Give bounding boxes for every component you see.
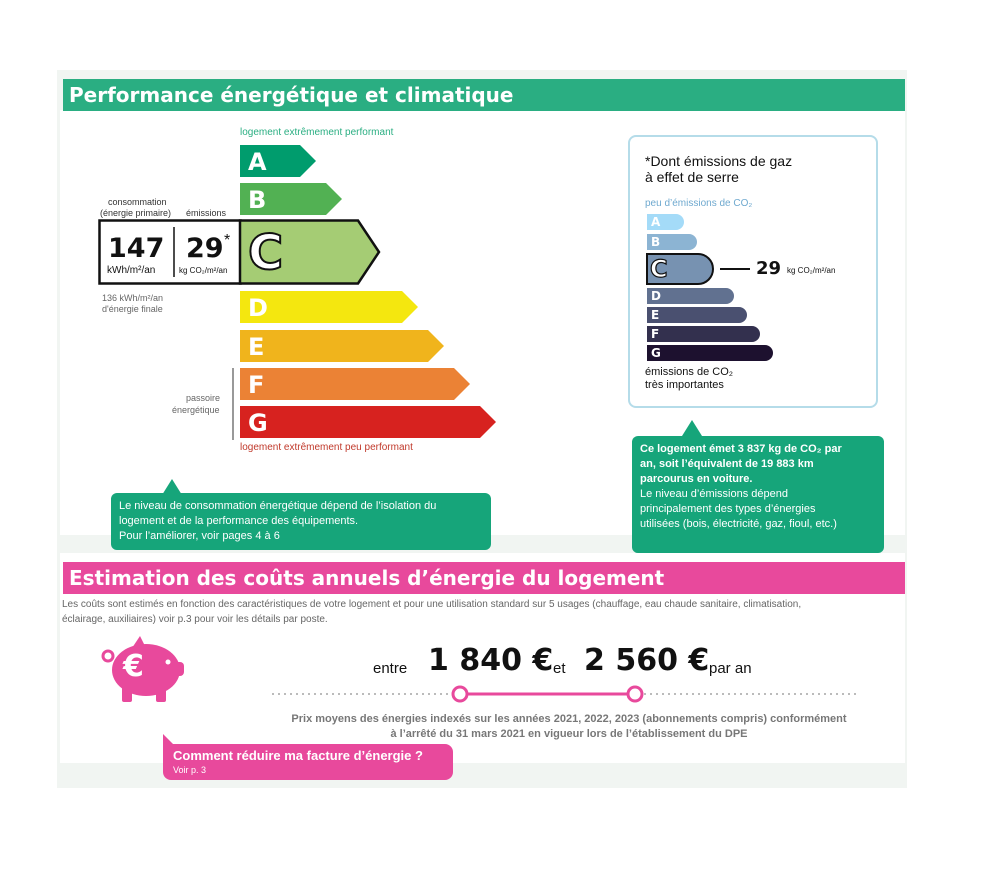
energy-letter-g: G bbox=[248, 409, 268, 437]
cost-high-value: 2 560 € bbox=[584, 643, 710, 678]
ges-bottom-line-1: émissions de CO₂ bbox=[645, 366, 734, 378]
ges-letter-d: D bbox=[651, 289, 661, 303]
consumption-value: 147 bbox=[108, 233, 165, 264]
ges-bar-g bbox=[647, 345, 773, 361]
cost-desc-line-2: éclairage, auxiliaires) voir p.3 pour voir les détails par poste. bbox=[62, 614, 328, 625]
energy-letter-b: B bbox=[248, 186, 267, 214]
cost-range-slider bbox=[270, 684, 862, 704]
ges-bubble-bold-2: an, soit l’équivalent de 19 883 km bbox=[640, 458, 814, 470]
energy-arrow-e bbox=[240, 330, 444, 362]
energy-info-bubble bbox=[111, 493, 491, 550]
energy-bubble-line-3: Pour l’améliorer, voir pages 4 à 6 bbox=[119, 530, 280, 542]
reduce-bill-bubble[interactable] bbox=[163, 744, 453, 780]
ges-bar-f bbox=[647, 326, 760, 342]
passoire-bracket bbox=[232, 368, 234, 440]
energy-letter-d: D bbox=[248, 294, 268, 322]
energy-bubble-line-2: logement et de la performance des équipements. bbox=[119, 515, 359, 527]
ges-info-bubble bbox=[632, 436, 884, 553]
ges-title-line-1: *Dont émissions de gaz bbox=[645, 153, 793, 169]
consumption-unit: kWh/m²/an bbox=[107, 265, 156, 276]
consumption-label-2: (énergie primaire) bbox=[100, 208, 172, 218]
ges-title-line-2: à effet de serre bbox=[645, 169, 739, 185]
cost-low-value: 1 840 € bbox=[428, 643, 554, 678]
ges-letter-b: B bbox=[651, 235, 661, 249]
cost-and-label: et bbox=[553, 660, 566, 677]
ges-bottom-label bbox=[645, 366, 733, 392]
cost-range-low-handle bbox=[453, 687, 467, 701]
ges-scale bbox=[646, 213, 776, 365]
energy-letter-c: C bbox=[248, 225, 284, 281]
ges-letter-c: C bbox=[650, 255, 668, 283]
ges-title bbox=[645, 153, 792, 185]
emissions-value: 29 bbox=[186, 233, 224, 264]
energy-letter-e: E bbox=[248, 333, 265, 361]
cost-per-year-label: par an bbox=[709, 660, 752, 677]
cost-section-title: Estimation des coûts annuels d’énergie du logement bbox=[63, 562, 905, 594]
energy-scale bbox=[238, 143, 503, 441]
passoire-label-2: énergétique bbox=[172, 405, 220, 415]
ges-value-connector bbox=[720, 268, 750, 270]
ges-letter-e: E bbox=[651, 308, 660, 322]
cost-range-high-handle bbox=[628, 687, 642, 701]
cost-between-label: entre bbox=[373, 660, 408, 677]
ges-top-label: peu d’émissions de CO₂ bbox=[645, 198, 753, 209]
cost-note-line-2: à l’arrêté du 31 mars 2021 en vigueur lors de l’établissement du DPE bbox=[390, 728, 748, 740]
ges-unit: kg CO₂/m²/an bbox=[787, 266, 836, 275]
ges-bar-e bbox=[647, 307, 747, 323]
ges-letter-f: F bbox=[651, 327, 660, 341]
piggy-euro-symbol: € bbox=[123, 649, 144, 684]
final-energy-value: 136 kWh/m²/an bbox=[102, 293, 164, 303]
reduce-bill-title: Comment réduire ma facture d’énergie ? bbox=[173, 748, 423, 763]
bottom-performance-label: logement extrêmement peu performant bbox=[240, 442, 413, 453]
ges-bottom-line-2: très importantes bbox=[645, 379, 724, 391]
ges-bubble-bold-1: Ce logement émet 3 837 kg de CO₂ par bbox=[640, 443, 842, 455]
energy-letter-a: A bbox=[248, 148, 267, 176]
ges-bubble-line-6: utilisées (bois, électricité, gaz, fioul, etc.) bbox=[640, 518, 837, 530]
ges-letter-g: G bbox=[651, 346, 661, 360]
cost-desc-line-1: Les coûts sont estimés en fonction des caractéristiques de votre logement et pour une utilisation standard sur 5 usages (chauffage, eau chaude sanitaire, climatisation, bbox=[62, 599, 802, 610]
cost-note-line-1: Prix moyens des énergies indexés sur les années 2021, 2022, 2023 (abonnements compris) conformément bbox=[291, 713, 847, 725]
energy-arrow-f bbox=[240, 368, 470, 400]
ges-value: 29 bbox=[756, 258, 782, 279]
emissions-unit: kg CO₂/m²/an bbox=[179, 266, 228, 275]
emissions-label: émissions bbox=[186, 208, 227, 218]
energy-section-title: Performance énergétique et climatique bbox=[63, 79, 905, 111]
passoire-label: passoire bbox=[186, 393, 221, 403]
energy-arrow-g bbox=[240, 406, 496, 438]
ges-bubble-pointer bbox=[682, 420, 702, 436]
cost-price-note bbox=[254, 712, 884, 742]
reduce-bill-link[interactable]: Voir p. 3 bbox=[173, 765, 207, 775]
ges-bubble-bold-3: parcourus en voiture. bbox=[640, 473, 753, 485]
energy-letter-f: F bbox=[248, 371, 265, 399]
ges-letter-a: A bbox=[651, 215, 661, 229]
final-energy-label: d'énergie finale bbox=[102, 304, 163, 314]
ges-bubble-line-5: principalement des types d’énergies bbox=[640, 503, 816, 515]
consumption-label: consommation bbox=[108, 197, 167, 207]
emissions-star: * bbox=[224, 232, 231, 249]
ges-bubble-line-4: Le niveau d’émissions dépend bbox=[640, 488, 788, 500]
top-performance-label: logement extrêmement performant bbox=[240, 127, 394, 138]
cost-description bbox=[62, 597, 908, 627]
energy-bubble-line-1: Le niveau de consommation énergétique dépend de l’isolation du bbox=[119, 500, 437, 512]
